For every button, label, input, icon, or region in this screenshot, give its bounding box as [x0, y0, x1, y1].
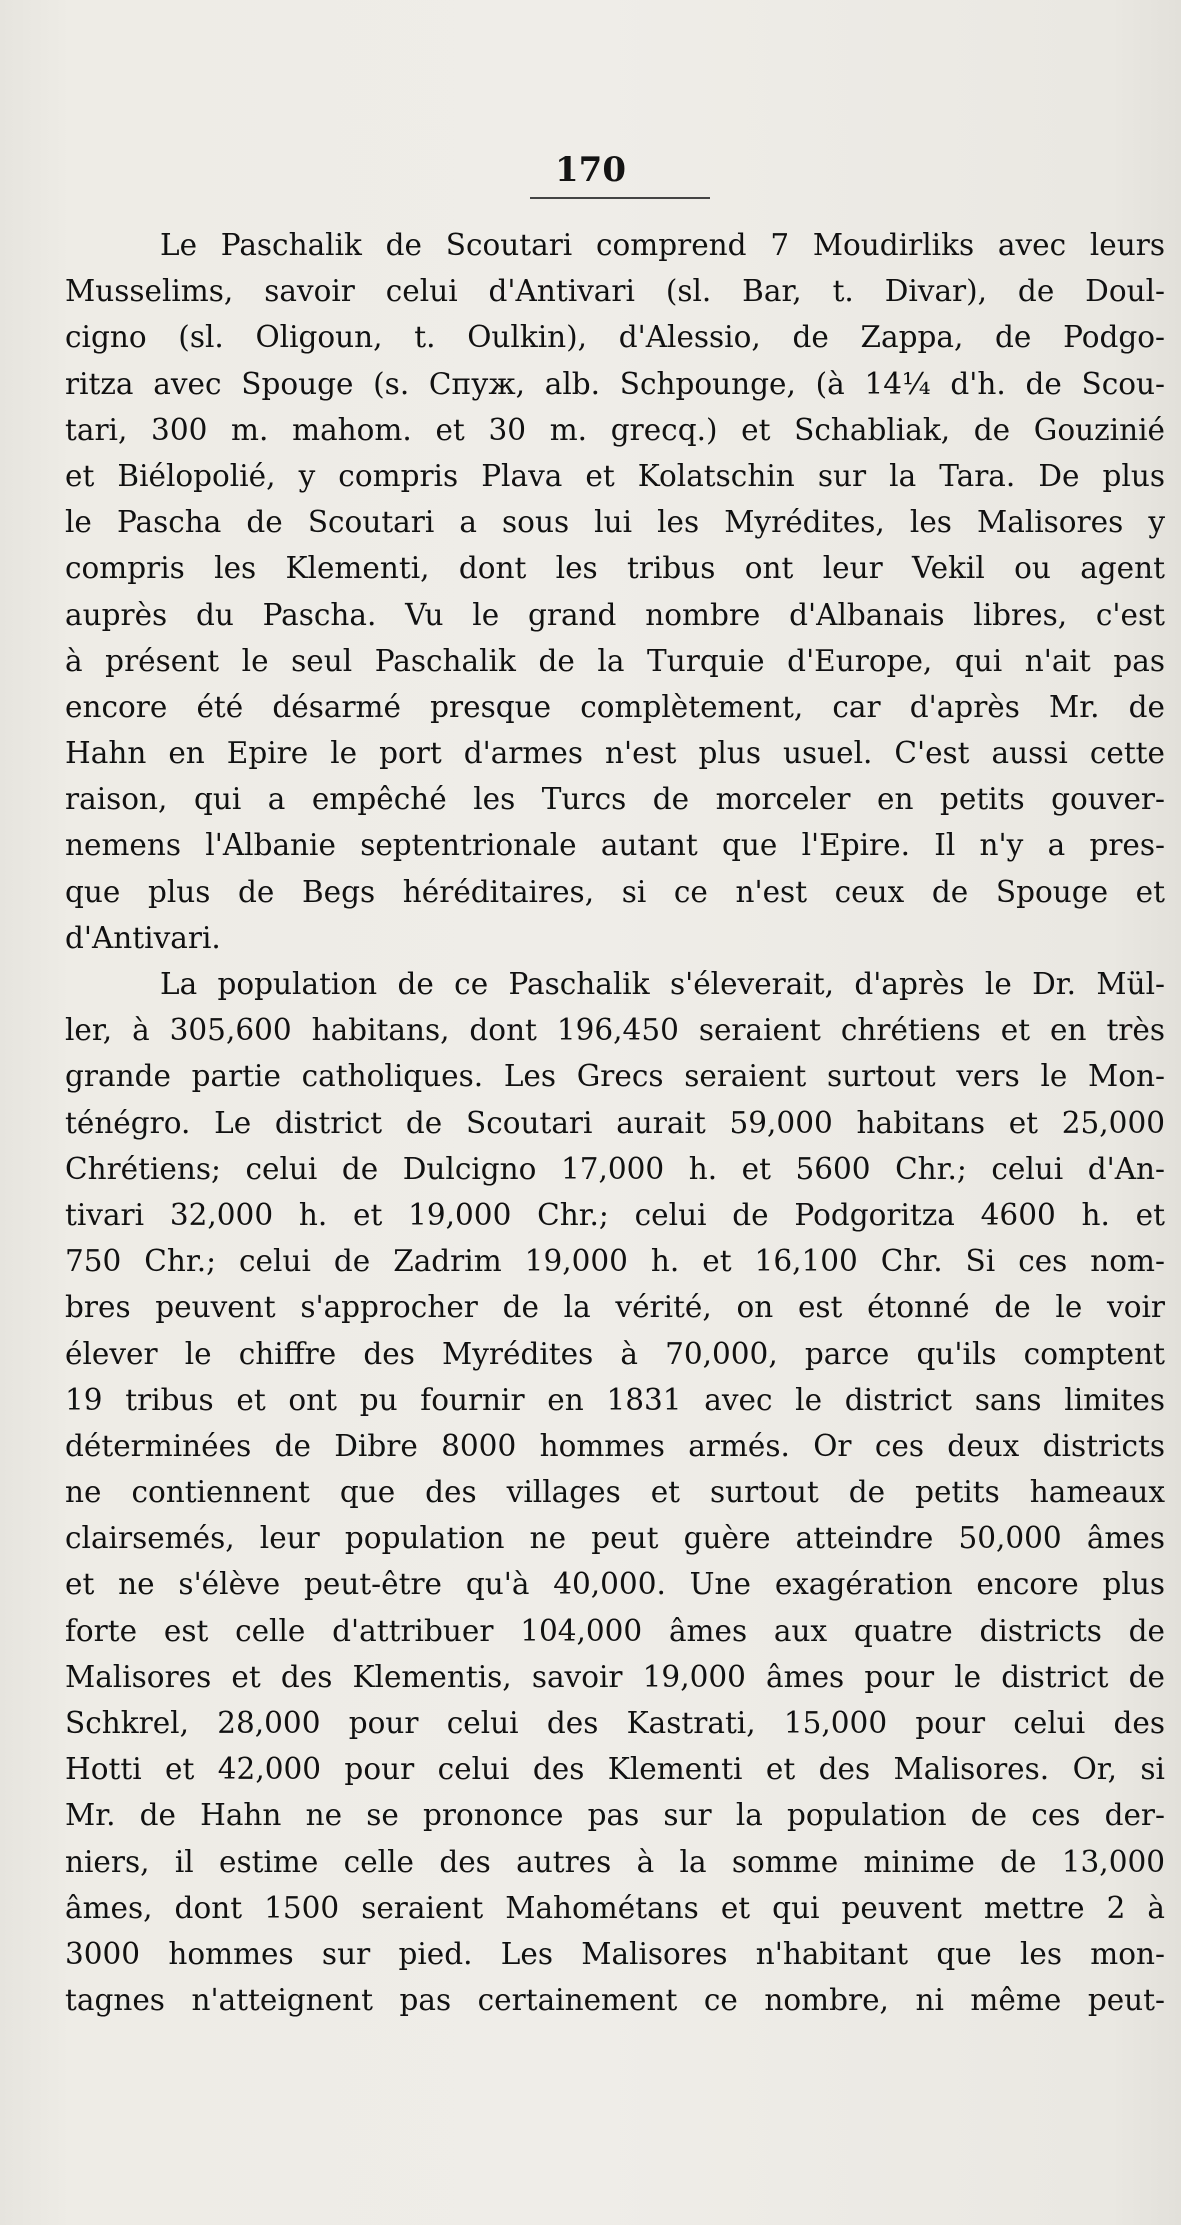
- text-line: ne contiennent que des villages et surtout de petits hameaux: [65, 1475, 1165, 1510]
- text-line: élever le chiffre des Myrédites à 70,000, parce qu'ils comptent: [65, 1336, 1165, 1371]
- text-line: encore été désarmé presque complètement, car d'après Mr. de: [65, 689, 1165, 724]
- text-line: tagnes n'atteignent pas certainement ce nombre, ni même peut-: [65, 1983, 1165, 2018]
- text-line: Hotti et 42,000 pour celui des Klementi et des Malisores. Or, si: [65, 1752, 1165, 1787]
- text-line: ritza avec Spouge (s. Спуж, alb. Schpounge, (à 14¼ d'h. de Scou-: [65, 366, 1165, 401]
- text-line: nemens l'Albanie septentrionale autant que l'Epire. Il n'y a pres-: [65, 828, 1165, 863]
- text-line: à présent le seul Paschalik de la Turquie d'Europe, qui n'ait pas: [65, 643, 1165, 678]
- text-line: 750 Chr.; celui de Zadrim 19,000 h. et 16,100 Chr. Si ces nom-: [65, 1244, 1165, 1279]
- text-line: Chrétiens; celui de Dulcigno 17,000 h. et 5600 Chr.; celui d'An-: [65, 1151, 1165, 1186]
- text-line: grande partie catholiques. Les Grecs seraient surtout vers le Mon-: [65, 1059, 1165, 1094]
- text-line: ler, à 305,600 habitans, dont 196,450 seraient chrétiens et en très: [65, 1013, 1165, 1048]
- text-line: Schkrel, 28,000 pour celui des Kastrati, 15,000 pour celui des: [65, 1706, 1165, 1740]
- text-line: compris les Klementi, dont les tribus ont leur Vekil ou agent: [65, 551, 1165, 586]
- text-line: et Biélopolié, y compris Plava et Kolatschin sur la Tara. De plus: [65, 458, 1165, 493]
- text-line: le Pascha de Scoutari a sous lui les Myrédites, les Malisores y: [65, 505, 1165, 540]
- text-line: âmes, dont 1500 seraient Mahométans et qui peuvent mettre 2 à: [65, 1890, 1165, 1925]
- page-number: 170: [555, 150, 626, 190]
- text-line: Musselims, savoir celui d'Antivari (sl. Bar, t. Divar), de Doul-: [65, 274, 1165, 309]
- text-line: tari, 300 m. mahom. et 30 m. grecq.) et Schabliak, de Gouzinié: [65, 412, 1165, 447]
- text-line: Mr. de Hahn ne se prononce pas sur la population de ces der-: [65, 1798, 1165, 1833]
- text-line: 3000 hommes sur pied. Les Malisores n'habitant que les mon-: [65, 1936, 1165, 1971]
- text-line: La population de ce Paschalik s'éleverait, d'après le Dr. Mül-: [160, 967, 1165, 1001]
- body-text: [65, 222, 1165, 2023]
- text-line: et ne s'élève peut-être qu'à 40,000. Une exagération encore plus: [65, 1567, 1165, 1602]
- text-line: d'Antivari.: [65, 920, 221, 955]
- text-line: forte est celle d'attribuer 104,000 âmes aux quatre districts de: [65, 1613, 1165, 1648]
- text-line: déterminées de Dibre 8000 hommes armés. Or ces deux districts: [65, 1428, 1165, 1463]
- text-line: raison, qui a empêché les Turcs de morceler en petits gouver-: [65, 782, 1165, 817]
- text-line: cigno (sl. Oligoun, t. Oulkin), d'Alessio, de Zappa, de Podgo-: [65, 320, 1165, 355]
- text-line: Hahn en Epire le port d'armes n'est plus usuel. C'est aussi cette: [65, 736, 1165, 771]
- text-line: auprès du Pascha. Vu le grand nombre d'Albanais libres, c'est: [65, 597, 1165, 632]
- text-line: Le Paschalik de Scoutari comprend 7 Moudirliks avec leurs: [160, 228, 1165, 262]
- text-line: Malisores et des Klementis, savoir 19,000 âmes pour le district de: [65, 1659, 1165, 1694]
- text-line: bres peuvent s'approcher de la vérité, on est étonné de le voir: [65, 1290, 1165, 1325]
- text-line: tivari 32,000 h. et 19,000 Chr.; celui de Podgoritza 4600 h. et: [65, 1197, 1165, 1232]
- text-line: niers, il estime celle des autres à la somme minime de 13,000: [65, 1844, 1165, 1879]
- text-line: que plus de Begs héréditaires, si ce n'est ceux de Spouge et: [65, 874, 1165, 909]
- header-rule: [530, 197, 710, 199]
- text-line: clairsemés, leur population ne peut guère atteindre 50,000 âmes: [65, 1521, 1165, 1556]
- text-line: ténégro. Le district de Scoutari aurait 59,000 habitans et 25,000: [65, 1105, 1165, 1140]
- text-line: 19 tribus et ont pu fournir en 1831 avec le district sans limites: [65, 1382, 1165, 1417]
